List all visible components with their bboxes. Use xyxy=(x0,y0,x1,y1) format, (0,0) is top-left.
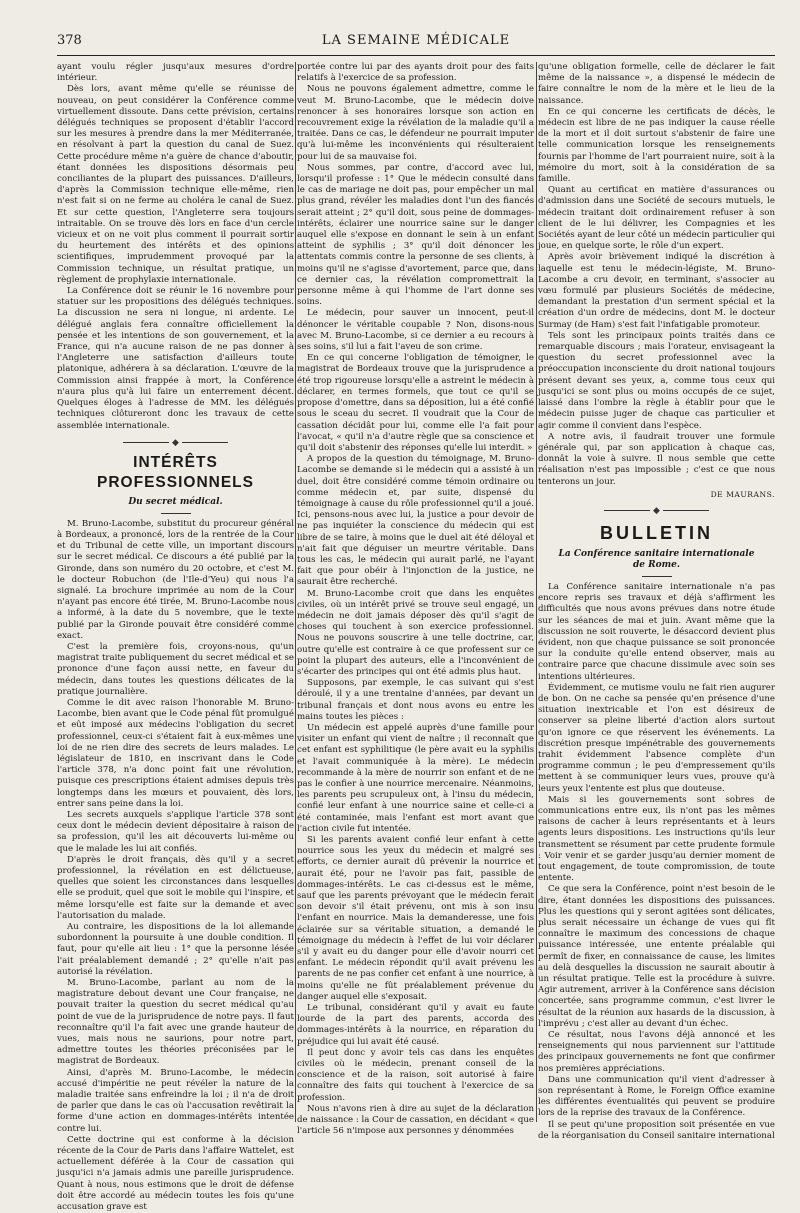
column-divider xyxy=(536,62,537,1122)
paragraph: Au contraire, les dispositions de la loi allemande subordonnent la poursuite à une double condition. Il faut, pour qu'elle ait lieu : 1° que la personne lésée l'ait préalablement demandé ; 2° qu'elle n'ait pas autorisé la révélation. xyxy=(57,922,294,977)
paragraph: A propos de la question du témoignage, M. Bruno-Lacombe se demande si le médecin qui a assisté à un duel, doit être considéré comme témoin ordinaire ou comme médecin et, par suite, dispensé du témoignage à cause du rôle professionnel qu'il a joué. Ici, pensons-nous avec lui, la justice a pour devoir de ne pas inquiéter la conscience du médecin qui est libre de se taire, à moins que le duel ait été déloyal et n'ait fait que déguiser un meurtre véritable. Dans tous les cas, le médecin qui aurait parlé, ne l'ayant fait que pour obéir à l'injonction de la justice, ne saurait être recherché. xyxy=(297,454,534,588)
paragraph: M. Bruno-Lacombe, parlant au nom de la magistrature debout devant une Cour française, ne pouvait traiter la question du secret médical qu'au point de vue de la jurisprudence de notre pays. Il faut reconnaître qu'il l'a fait avec une grande hauteur de vues, mais nous ne saurions, pour notre part, admettre toutes les théories préconisées par le magistrat de Bordeaux. xyxy=(57,978,294,1067)
paragraph: Quant au certificat en matière d'assurances ou d'admission dans une Société de secours mutuels, le médecin traitant doit ordinairement refuser à son client de le lui délivrer, les Compagnies et les Sociétés ayant de leur côté un médecin particulier qui joue, en quelque sorte, le rôle d'un expert. xyxy=(538,185,775,252)
journal-title: LA SEMAINE MÉDICALE xyxy=(321,33,511,48)
paragraph: En ce qui concerne les certificats de décès, le médecin est libre de ne pas indiquer la cause réelle de la mort et il doit surtout s'abstenir de faire une telle communication lorsque les renseignements fournis par l'homme de l'art pourraient nuire, soit à la mémoire du mort, soit à la considération de sa famille. xyxy=(538,106,775,185)
paragraph: Un médecin est appelé auprès d'une famille pour visiter un enfant qui vient de naître ; il reconnaît que cet enfant est syphilitique (le père avait eu la syphilis et l'avait communiquée à la mère). Le médecin recommande à la mère de nourrir son enfant et de ne pas le confier à une nourrice mercenaire. Néanmoins, les parents peu scrupuleux ont, à l'insu du médecin, confié leur enfant à une nourrice saine et celle-ci a été contaminée, mais l'enfant est mort avant que l'action civile fut intentée. xyxy=(297,722,534,834)
paragraph: Le tribunal, considérant qu'il y avait eu faute lourde de la part des parents, accorda des dommages-intérêts à la nourrice, en réparation du préjudice qui lui avait été causé. xyxy=(297,1003,534,1047)
paragraph: Dans une communication qu'il vient d'adresser à son représentant à Rome, le Foreign Office examine les différentes éventualités qui peuvent se produire lors de la reprise des travaux de la Conférence. xyxy=(538,1074,775,1119)
paragraph: Ce résultat, nous l'avons déjà annoncé et les renseignements qui nous parviennent sur l'attitude des principaux gouvernements ne font que confirmer nos premières appréciations. xyxy=(538,1030,775,1074)
paragraph: Supposons, par exemple, le cas suivant qui s'est déroulé, il y a une trentaine d'années, par devant un tribunal français et dont nous avons eu entre les mains toutes les pièces : xyxy=(297,678,534,722)
author-signature: DE MAURANS. xyxy=(710,489,775,499)
paragraph: Cette doctrine qui est conforme à la décision récente de la Cour de Paris dans l'affaire Wattelet, est actuellement déférée à la Cour de cassation qui jusqu'ici n'a jamais admis une pareille jurisprudence. Quant à nous, nous estimons que le droit de défense doit être accordé au médecin toutes les fois qu'une accusation grave est xyxy=(57,1134,294,1213)
page-header xyxy=(57,33,775,51)
paragraph: A notre avis, il faudrait trouver une formule générale qui, par son application à chaque cas, donnât la voie à suivre. Il nous semble que cette réalisation n'est pas impossible ; c'est ce que nous tenterons un jour. xyxy=(538,431,775,487)
bulletin-subtitle: La Conférence sanitaire internationale de Rome. xyxy=(558,548,755,570)
paragraph: M. Bruno-Lacombe croit que dans les enquêtes civiles, où un intérêt privé se trouve seul engagé, un médecin ne doit jamais déposer dès qu'il s'agit de choses qui touchent à son exercice professionnel. Nous ne pouvons souscrire à une telle doctrine, car, outre qu'elle est contraire à ce que professent sur ce point la plupart des auteurs, elle a l'inconvénient de s'écarter des principes qui ont été admis plus haut. xyxy=(297,588,534,677)
page-number: 378 xyxy=(57,33,82,48)
paragraph: C'est la première fois, croyons-nous, qu'un magistrat traite publiquement du secret médical et se prononce d'une façon aussi nette, en faveur du médecin, dans toutes les questions délicates de la pratique journalière. xyxy=(57,641,294,697)
paragraph: ayant voulu régler jusqu'aux mesures d'ordre intérieur. xyxy=(57,62,294,84)
paragraph: D'après le droit français, dès qu'il y a secret professionnel, la révélation en est délictueuse, quelles que soient les circonstances dans lesquelles elle se produit, quel que soit le mobile qui l'inspire, et même lorsqu'elle est faite sur la demande et avec l'autorisation du malade. xyxy=(57,854,294,921)
column-divider xyxy=(295,62,296,1122)
subtitle-rule xyxy=(161,513,191,514)
paragraph: La Conférence doit se réunir le 16 novembre pour statuer sur les propositions des délégués techniques. La discussion ne sera ni longue, ni ardente. Le délégué anglais fera connaître officiellement la pensée et les intentions de son gouvernement, et la France, qui n'a aucune raison de ne pas donner à l'Angleterre une satisfaction d'ailleurs toute platonique, adhérera à sa déclaration. L'œuvre de la Commission ainsi frappée à mort, la Conférence n'aura plus qu'à lui faire un enterrement décent. Quelques éloges à l'adresse de MM. les délégués techniques clôtureront donc les travaux de cette assemblée internationale. xyxy=(57,286,294,431)
section-title: INTÉRÊTS PROFESSIONNELS xyxy=(97,453,254,491)
paragraph: La Conférence sanitaire internationale n'a pas encore repris ses travaux et déjà s'affirment les difficultés que nous avons prévues dans notre étude sur les séances de mai et juin. Avant même que la discussion ne soit rouverte, le désaccord devient plus évident, non que chaque puissance se soit prononcée sur la conduite qu'elle entend observer, mais au contraire parce que chacune dissimule avec soin ses intentions ultérieures. xyxy=(538,581,775,682)
paragraph: Il peut donc y avoir tels cas dans les enquêtes civiles où le médecin, prenant conseil de la conscience et de la raison, soit autorisé à faire connaître des faits qui touchent à l'exercice de sa profession. xyxy=(297,1047,534,1103)
column-3 xyxy=(538,62,775,1141)
paragraph: Nous ne pouvons également admettre, comme le veut M. Bruno-Lacombe, que le médecin doive renoncer à ses honoraires lorsque son action en recouvrement exige la révélation de la maladie qu'il a traitée. Dans ce cas, le défendeur ne pourrait imputer qu'à lui-même les inconvénients qui résulteraient pour lui de sa mauvaise foi. xyxy=(297,84,534,162)
paragraph: Le médecin, pour sauver un innocent, peut-il dénoncer le véritable coupable ? Non, disons-nous avec M. Bruno-Lacombe, si ce dernier a eu recours à ses soins, s'il lui a fait l'aveu de son crime. xyxy=(297,308,534,353)
bulletin-title: BULLETIN xyxy=(600,522,713,543)
paragraph: Comme le dit avec raison l'honorable M. Bruno-Lacombe, bien avant que le Code pénal fût promulgué et eût imposé aux médecins l'obligation du secret professionnel, ceux-ci s'étaient fait à eux-mêmes une loi de ne rien dire des secrets de leurs malades. Le législateur de 1810, en inscrivant dans le Code l'article 378, n'a donc point fait une révolution, puisque ces prescriptions étaient admises depuis très longtemps dans les mœurs et pouvaient, dès lors, entrer sans peine dans la loi. xyxy=(57,697,294,809)
paragraph: Ainsi, d'après M. Bruno-Lacombe, le médecin accusé d'impéritie ne peut révéler la nature de la maladie traitée sans enfreindre la loi ; il n'a de droit de parler que dans le cas où l'accusation revêtirait la forme d'une action en dommages-intérêts intentée contre lui. xyxy=(57,1067,294,1134)
paragraph: Les secrets auxquels s'applique l'article 378 sont ceux dont le médecin devient dépositaire à raison de sa profession, qu'il les ait découverts lui-même ou que le malade les lui ait confiés. xyxy=(57,809,294,854)
paragraph: Nous n'avons rien à dire au sujet de la déclaration de naissance : la Cour de cassation, en décidant « que l'article 56 n'impose aux personnes y dénommées xyxy=(297,1103,534,1137)
header-rule xyxy=(57,55,775,56)
paragraph: Il se peut qu'une proposition soit présentée en vue de la réorganisation du Conseil sanitaire international xyxy=(538,1119,775,1141)
paragraph: En ce qui concerne l'obligation de témoigner, le magistrat de Bordeaux trouve que la jurisprudence a été trop rigoureuse lorsqu'elle a astreint le médecin à déclarer, en termes formels, que tout ce qu'il se propose d'omettre, dans sa déposition, lui a été confié sous le sceau du secret. Il voudrait que la Cour de cassation décidât pour lui, comme elle l'a fait pour l'avocat, « qu'il n'a d'autre règle que sa conscience et qu'il doit s'abstenir des réponses qu'elle lui interdit. » xyxy=(297,353,534,453)
column-1 xyxy=(57,62,294,1213)
paragraph: Nous sommes, par contre, d'accord avec lui, lorsqu'il professe : 1° Que le médecin consulté dans le cas de mariage ne doit pas, pour empêcher un mal plus grand, révéler les maladies dont l'un des fiancés serait atteint ; 2° qu'il doit, sous peine de dommages-intérêts, éclairer une nourrice saine sur le danger auquel elle s'expose en donnant le sein à un enfant atteint de syphilis ; 3° qu'il doit dénoncer les attentats commis contre la personne de ses clients, à moins qu'il ne s'agisse d'avortement, parce que, dans ce dernier cas, la révélation compromettrait la personne même à qui l'homme de l'art donne ses soins. xyxy=(297,162,534,308)
paragraph: M. Bruno-Lacombe, substitut du procureur général à Bordeaux, a prononcé, lors de la rentrée de la Cour et du Tribunal de cette ville, un important discours sur le secret médical. Ce discours a été publié par la Gironde, dans son numéro du 20 octobre, et c'est M. le docteur Robuchon (de l'Ile-d'Yeu) qui nous l'a signalé. La brochure imprimée au nom de la Cour n'ayant pas encore été tirée, M. Bruno-Lacombe nous a informé, à la date du 5 novembre, que le texte publié par la Gironde pouvait être considéré comme exact. xyxy=(57,518,294,641)
paragraph: Évidemment, ce mutisme voulu ne fait rien augurer de bon. On ne cache sa pensée qu'en présence d'une situation inextricable et l'on est désireux de conserver sa pleine liberté d'action alors surtout qu'on ignore ce que réservent les événements. La discrétion presque impénétrable des gouvernements trahit évidemment l'absence complète d'un programme commun ; le peu d'empressement qu'ils mettent à se communiquer leurs vues, prouve qu'à leurs yeux l'entente est plus que douteuse. xyxy=(538,682,775,794)
paragraph: Tels sont les principaux points traités dans ce remarquable discours ; mais l'orateur, envisageant la question du secret professionnel avec la préoccupation inconsciente du droit national toujours présent devant ses yeux, a, comme tous ceux qui jusqu'ici se sont plus ou moins occupés de ce sujet, laissé dans l'ombre la règle à établir pour que le médecin puisse juger de chaque cas particulier et agir comme il convient dans l'espèce. xyxy=(538,330,775,431)
paragraph: Ce que sera la Conférence, point n'est besoin de le dire, étant données les dispositions des puissances. Plus les questions qui y seront agitées sont délicates, plus serait nécessaire un échange de vues qui fît connaître le maximum des concessions de chaque puissance intéressée, une entente préalable qui permît de fixer, en connaissance de cause, les limites au delà desquelles la discussion ne saurait aboutir à un résultat pratique. Telle est la procédure à suivre. Agir autrement, arriver à la Conférence sans décision concertée, sans programme commun, c'est livrer le résultat de la réunion aux hasards de la discussion, à l'imprévu ; c'est aller au devant d'un échec. xyxy=(538,884,775,1029)
paragraph: portée contre lui par des ayants droit pour des faits relatifs à l'exercice de sa profession. xyxy=(297,62,534,84)
subtitle-rule xyxy=(642,576,672,577)
paragraph: Mais si les gouvernements sont sobres de communications entre eux, ils n'ont pas les mêmes raisons de cacher à leurs représentants et à leurs agents leurs dispositions. Les instructions qu'ils leur transmettent se résument par cette prudente formule : Voir venir et se garder jusqu'au dernier moment de tout engagement, de toute compromission, de toute entente. xyxy=(538,794,775,884)
paragraph: Après avoir brièvement indiqué la discrétion à laquelle est tenu le médecin-légiste, M. Bruno-Lacombe a cru devoir, en terminant, s'associer au vœu formulé par plusieurs Sociétés de médecine, demandant la prestation d'un serment spécial et la création d'un ordre de médecins, dont M. le docteur Surmay (de Ham) s'est fait l'infatigable promoteur. xyxy=(538,252,775,330)
column-2 xyxy=(297,62,534,1137)
paragraph: Si les parents avaient confié leur enfant à cette nourrice sous les yeux du médecin et malgré ses efforts, ce dernier aurait dû prévenir la nourrice et aurait été, pour ne l'avoir pas fait, passible de dommages-intérêts. Le cas ci-dessus est le même, sauf que les parents prévoyant que le médecin ferait son devoir s'il était prévenu, ont mis à son insu l'enfant en nourrice. Mais la demanderesse, une fois éclairée sur sa véritable situation, a demandé le témoignage du médecin à l'effet de lui voir déclarer s'il y avait eu du danger pour elle d'avoir nourri cet enfant. Le médecin répondit qu'il avait prévenu les parents de ne pas confier cet enfant à une nourrice, à moins qu'elle ne fût préalablement prévenue du danger auquel elle s'exposait. xyxy=(297,835,534,1002)
section-subtitle: Du secret médical. xyxy=(128,496,223,507)
paragraph: Dès lors, avant même qu'elle se réunisse de nouveau, on peut considérer la Conférence comme virtuellement dissoute. Dans cette prévision, certains délégués techniques se proposent d'établir l'accord sur les mesures à prendre dans la mer Méditerranée, en résolvant à part la question du canal de Suez. Cette procédure même n'a guère de chance d'aboutir, étant données les dispositions désormais peu conciliantes de la plupart des puissances. D'ailleurs, d'après la Commission technique elle-même, rien n'est fait si on ne ferme au choléra le canal de Suez. Et sur cette question, l'Angleterre sera toujours intraitable. On se trouve dès lors en face d'un cercle vicieux et on ne voit plus comment il pourrait sortir du heurtement des intérêts et des opinions scientifiques, imprudemment provoqué par la Commission technique, un résultat pratique, un règlement de prophylaxie internationale. xyxy=(57,84,294,285)
section-ornament: ◆ xyxy=(57,438,294,448)
paragraph: qu'une obligation formelle, celle de déclarer le fait même de la naissance », a dispensé le médecin de faire connaître le nom de la mère et le lieu de la naissance. xyxy=(538,62,775,106)
section-ornament: ◆ xyxy=(538,506,775,516)
